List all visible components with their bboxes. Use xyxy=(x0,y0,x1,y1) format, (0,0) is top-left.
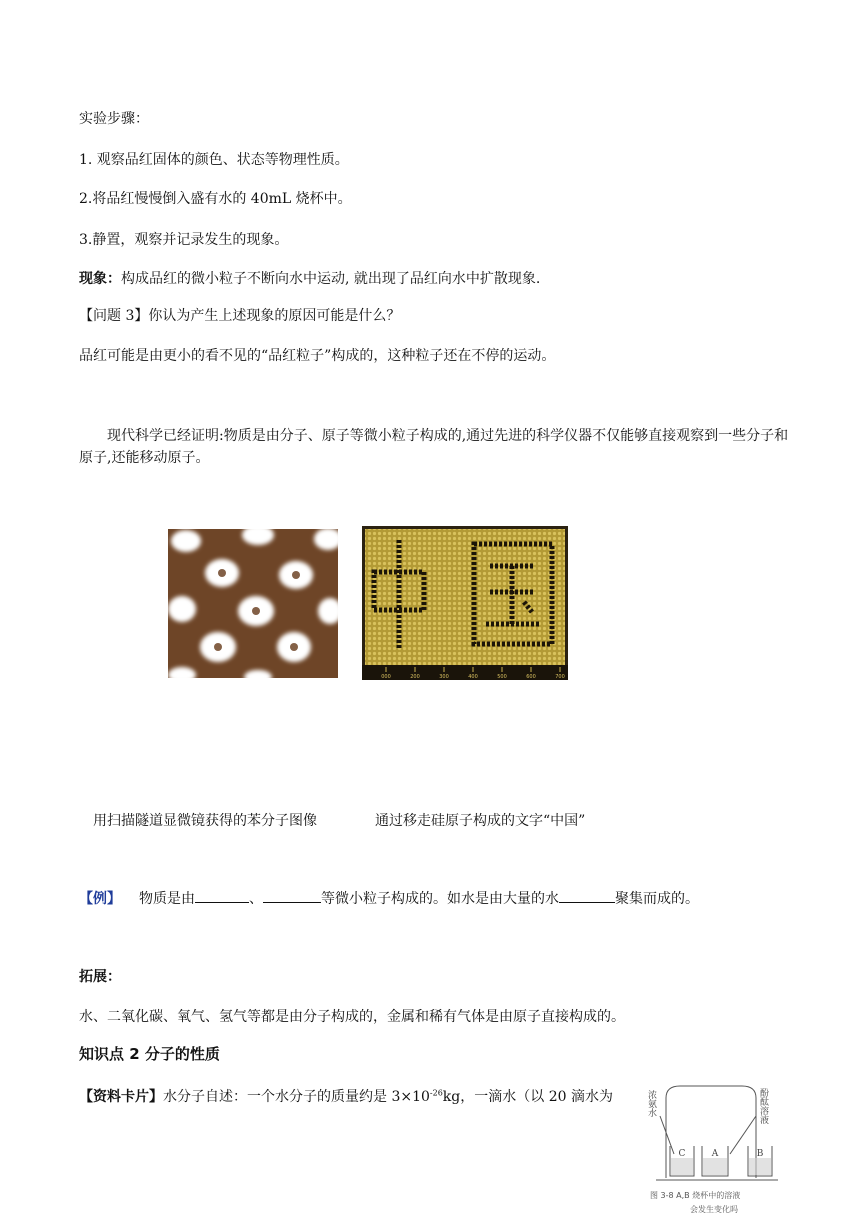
beaker-experiment-figure xyxy=(644,1082,784,1216)
scale-label: 700 xyxy=(555,674,565,680)
step-1: 1. 观察品红固体的颜色、状态等物理性质。 xyxy=(79,152,349,168)
data-card-exponent: -26 xyxy=(429,1088,443,1098)
silicon-zhongguo-image xyxy=(362,526,568,680)
knowledge-point-2-heading: 知识点 2 分子的性质 xyxy=(79,1045,220,1063)
phenolphthalein-label: 酚酞溶液 xyxy=(758,1088,768,1124)
step-2: 2.将品红慢慢倒入盛有水的 40mL 烧杯中。 xyxy=(79,191,352,207)
beaker-c-label: C xyxy=(678,1149,686,1159)
example-text-1: 物质是由 xyxy=(139,891,195,907)
ammonia-label: 浓氨水 xyxy=(646,1090,656,1117)
data-card-label: 【资料卡片】 xyxy=(79,1089,163,1105)
scale-label: 200 xyxy=(410,674,420,680)
phenomenon-text: 构成品红的微小粒子不断向水中运动, 就出现了品红向水中扩散现象. xyxy=(121,271,541,287)
caption-benzene: 用扫描隧道显微镜获得的苯分子图像 xyxy=(93,813,317,829)
answer-3: 品红可能是由更小的看不见的“品红粒子”构成的，这种粒子还在不停的运动。 xyxy=(79,348,556,364)
example-text-3: 聚集而成的。 xyxy=(615,891,699,907)
extension-heading: 拓展： xyxy=(79,969,121,985)
phenomenon-line xyxy=(79,269,540,289)
phenomenon-label: 现象： xyxy=(79,271,121,287)
scale-label: 500 xyxy=(497,674,507,680)
figure-caption-line-2: 会发生变化吗 xyxy=(690,1205,738,1214)
answer-blank-3[interactable] xyxy=(559,888,615,903)
scale-label: 400 xyxy=(468,674,478,680)
data-card-line xyxy=(79,1087,613,1107)
step-3: 3.静置，观察并记录发生的现象。 xyxy=(79,232,289,248)
beaker-b-label: B xyxy=(756,1149,764,1159)
extension-text: 水、二氧化碳、氧气、氢气等都是由分子构成的，金属和稀有气体是由原子直接构成的。 xyxy=(79,1009,625,1025)
benzene-stm-image xyxy=(168,529,338,678)
scale-label: 600 xyxy=(526,674,536,680)
science-paragraph-text: 现代科学已经证明:物质是由分子、原子等微小粒子构成的,通过先进的科学仪器不仅能够直接观察到一些分子和原子,还能移动原子。 xyxy=(79,428,789,466)
steps-heading: 实验步骤： xyxy=(79,111,149,127)
figure-caption-line-1: 图 3-8 A,B 烧杯中的溶液 xyxy=(650,1191,741,1200)
example-label: 【例】 xyxy=(79,891,121,907)
example-text-2: 等微小粒子构成的。如水是由大量的水 xyxy=(321,891,559,907)
scale-label: 300 xyxy=(439,674,449,680)
beaker-a-label: A xyxy=(711,1149,719,1159)
scale-label: 000 xyxy=(381,674,391,680)
answer-blank-1[interactable] xyxy=(195,888,249,903)
answer-blank-2[interactable] xyxy=(263,888,321,903)
caption-zhongguo: 通过移走硅原子构成的文字“中国” xyxy=(375,813,586,829)
example-separator: 、 xyxy=(249,891,263,907)
science-paragraph xyxy=(79,425,789,469)
data-card-suffix: kg，一滴水（以 20 滴水为 xyxy=(442,1089,613,1105)
example-line xyxy=(79,888,699,909)
question-3: 【问题 3】你认为产生上述现象的原因可能是什么？ xyxy=(79,308,401,324)
data-card-prefix: 水分子自述：一个水分子的质量约是 3×10 xyxy=(163,1089,430,1105)
